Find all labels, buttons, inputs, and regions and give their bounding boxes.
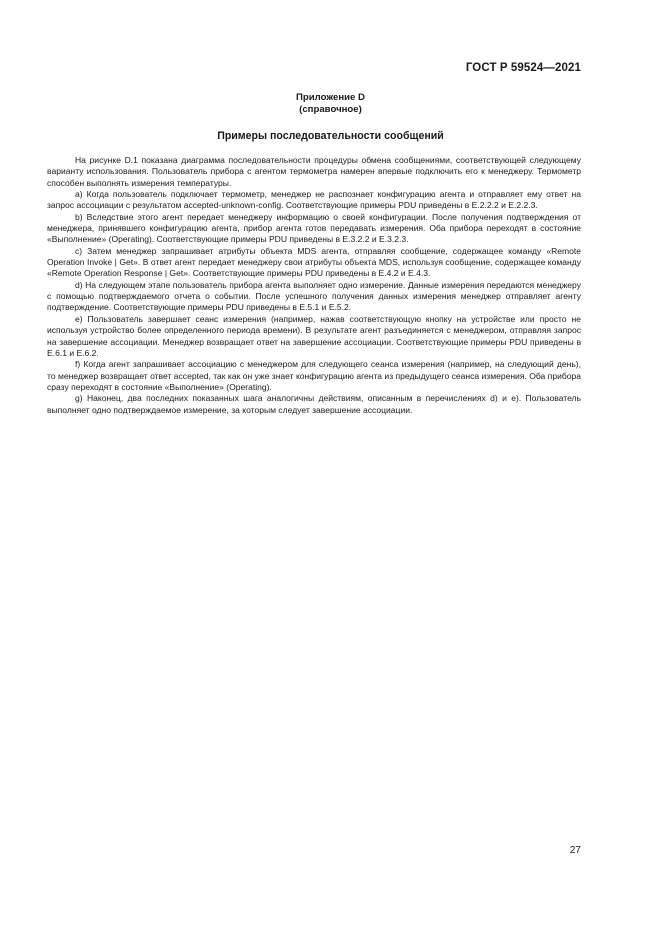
paragraph-a: a) Когда пользователь подключает термометр, менеджер не распознает конфигурацию агента и отправляет ему ответ на запрос ассоциации с результатом accepted-unknown-config. Соответствующие примеры PDU приведены в E.2.2.2 и E.2.2.3.	[47, 189, 581, 211]
paragraph-c: c) Затем менеджер запрашивает атрибуты объекта MDS агента, отправляя сообщение, содержащее команду «Remote Operation Invoke | Get». В ответ агент передает менеджеру свои атрибуты объекта MDS, используя сообщение, содержащее команду «Remote Operation Response | Get». Соответствующие примеры PDU приведены в E.4.2 и E.4.3.	[47, 245, 581, 279]
paragraph-e: e) Пользователь завершает сеанс измерения (например, нажав соответствующую кнопку на устройстве или просто не используя устройство более определенного периода времени). В результате агент разъединяется с менеджером, отправляя запрос на завершение ассоциации. Менеджер возвращает ответ на завершение ассоциации. Соответствующие примеры PDU приведены в E.6.1 и E.6.2.	[47, 313, 581, 358]
paragraph-g: g) Наконец, два последних показанных шага аналогичны действиям, описанным в перечислениях d) и e). Пользователь выполняет одно подтверждаемое измерение, за которым следует завершение ассоциации.	[47, 393, 581, 415]
annex-title: Приложение D	[296, 92, 365, 103]
paragraph-f: f) Когда агент запрашивает ассоциацию с менеджером для следующего сеанса измерения (например, на следующий день), то менеджер возвращает ответ accepted, так как он уже знает конфигурацию агента из предыдущего сеанса измерения. Оба прибора сразу переходят в состояние «Выполнение» (Operating).	[47, 359, 581, 392]
page-number: 27	[569, 845, 581, 856]
paragraph-b: b) Вследствие этого агент передает менеджеру информацию о своей конфигурации. После получения подтверждения от менеджера, принявшего конфигурацию агента, прибор агента готов передавать измерения. Оба прибора переходят в состояние «Выполнение» (Operating). Соответствующие примеры PDU приведены в E.3.2.2 и E.3.2.3.	[47, 211, 581, 245]
paragraph-intro: На рисунке D.1 показана диаграмма последовательности процедуры обмена сообщениями, соответствующей следующему варианту использования. Пользователь прибора с агентом термометра намерен впервые подключить его к менеджеру. Термометр способен выполнять измерения температуры.	[47, 155, 581, 188]
annex-subtitle: (справочное)	[299, 104, 362, 115]
section-title: Примеры последовательности сообщений	[217, 130, 444, 142]
paragraph-d: d) На следующем этапе пользователь прибора агента выполняет одно измерение. Данные измерения передаются менеджеру с помощью подтверждаемого отчета о событии. После успешного получения данных измерения менеджер отправляет агенту подтверждение. Соответствующие примеры PDU приведены в E.5.1 и E.5.2.	[47, 279, 581, 313]
document-standard-id: ГОСТ Р 59524—2021	[465, 62, 581, 74]
document-body	[47, 155, 581, 416]
annex-heading	[0, 92, 661, 116]
